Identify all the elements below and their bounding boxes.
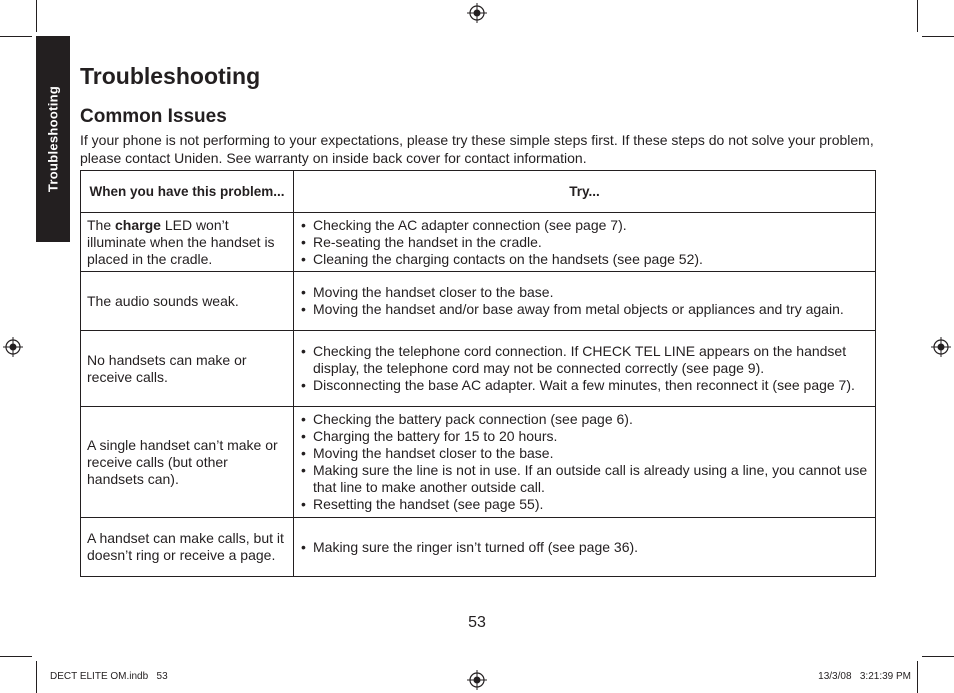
try-cell (294, 213, 876, 272)
try-list (300, 539, 869, 556)
header-problem: When you have this problem... (81, 171, 294, 213)
try-cell (294, 518, 876, 577)
try-item: • Checking the telephone cord connection. If CHECK TEL LINE appears on the handset display, the telephone cord may not be connected correctly (see page 9). (300, 343, 869, 377)
crop-mark (0, 36, 32, 37)
try-item: • Making sure the ringer isn’t turned off (see page 36). (300, 539, 869, 556)
try-item: • Moving the handset closer to the base. (300, 445, 869, 462)
try-item: • Charging the battery for 15 to 20 hours. (300, 428, 869, 445)
table-row (81, 518, 876, 577)
try-list (300, 343, 869, 394)
page-number: 53 (468, 614, 486, 631)
problem-cell: A single handset can’t make or receive calls (but other handsets can). (81, 407, 294, 518)
problem-cell: No handsets can make or receive calls. (81, 331, 294, 407)
table-row (81, 272, 876, 331)
footer-timestamp: 13/3/08 3:21:39 PM (818, 671, 911, 682)
problem-text: The (87, 216, 116, 233)
try-item: • Disconnecting the base AC adapter. Wait a few minutes, then reconnect it (see page 7). (300, 377, 869, 394)
registration-mark-icon (931, 337, 951, 357)
crop-mark (36, 661, 37, 693)
footer-file-info: DECT ELITE OM.indb 53 (50, 671, 168, 682)
problem-cell (81, 213, 294, 272)
registration-mark-icon (467, 3, 487, 23)
problem-text: LED won’t illuminate when the handset is placed in the cradle. (87, 216, 275, 267)
registration-mark-icon (467, 670, 487, 690)
try-item: • Moving the handset closer to the base. (300, 284, 869, 301)
try-item: • Checking the battery pack connection (see page 6). (300, 411, 869, 428)
crop-mark (922, 656, 954, 657)
crop-mark (36, 0, 37, 32)
crop-mark (922, 36, 954, 37)
try-item: • Cleaning the charging contacts on the handsets (see page 52). (300, 251, 869, 268)
problem-keyword: charge (115, 216, 161, 233)
try-cell (294, 272, 876, 331)
table-row (81, 407, 876, 518)
try-item: • Moving the handset and/or base away from metal objects or appliances and try again. (300, 301, 869, 318)
crop-mark (917, 661, 918, 693)
try-item: • Making sure the line is not in use. If an outside call is already using a line, you cannot use that line to make another outside call. (300, 462, 869, 496)
try-item: • Re-seating the handset in the cradle. (300, 234, 869, 251)
crop-mark (0, 656, 32, 657)
troubleshooting-table (80, 170, 876, 577)
intro-paragraph: If your phone is not performing to your expectations, please try these simple steps first. If these steps do not solve your problem, please contact Uniden. See warranty on inside back cover for contact information. (80, 132, 874, 166)
try-list (300, 284, 869, 318)
try-cell (294, 407, 876, 518)
header-try: Try... (294, 171, 876, 213)
try-cell (294, 331, 876, 407)
try-list (300, 217, 869, 268)
try-list (300, 411, 869, 513)
page-title: Troubleshooting (80, 63, 261, 89)
problem-cell: The audio sounds weak. (81, 272, 294, 331)
table-row (81, 331, 876, 407)
try-item: • Checking the AC adapter connection (see page 7). (300, 217, 869, 234)
table-header-row (81, 171, 876, 213)
table-row (81, 213, 876, 272)
crop-mark (917, 0, 918, 32)
try-item: • Resetting the handset (see page 55). (300, 496, 869, 513)
problem-cell: A handset can make calls, but it doesn’t ring or receive a page. (81, 518, 294, 577)
registration-mark-icon (3, 337, 23, 357)
section-title: Common Issues (80, 106, 227, 127)
side-tab-label: Troubleshooting (45, 85, 61, 193)
